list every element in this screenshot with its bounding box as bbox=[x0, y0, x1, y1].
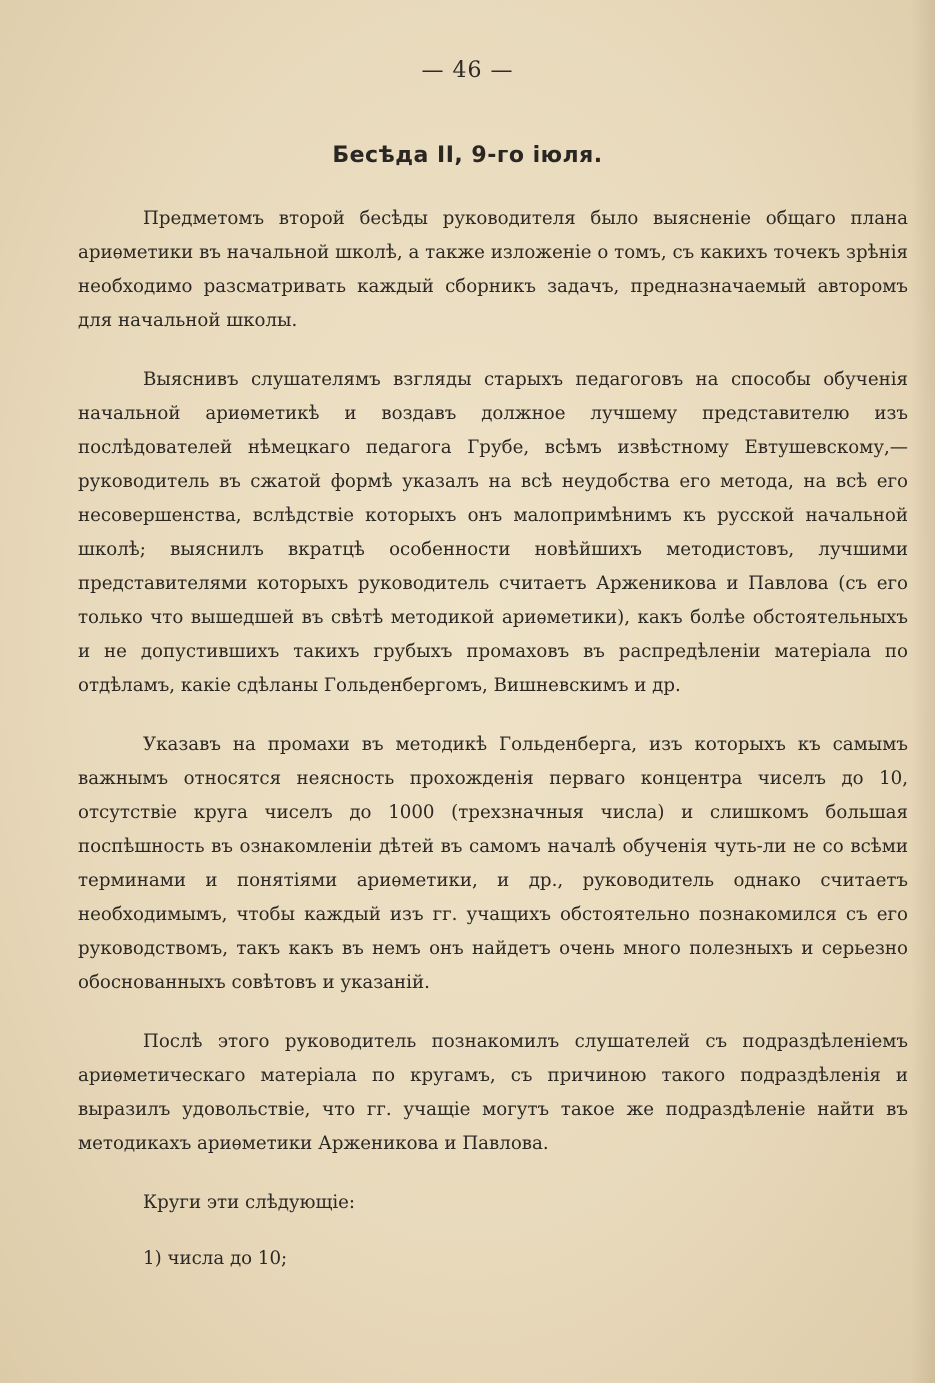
section-heading: Бесѣда II, 9-го іюля. bbox=[332, 143, 603, 168]
list-intro: Круги эти слѣдующіе: bbox=[143, 1192, 356, 1213]
page-number: — 46 — bbox=[421, 58, 514, 83]
body-text bbox=[78, 202, 908, 1298]
paragraph-1: Предметомъ второй бесѣды руководителя было выясненіе общаго плана ариѳметики въ начальной школѣ, а также изложеніе о томъ, съ какихъ точекъ зрѣнія необходимо разсматривать каждый сборникъ задачъ, предназначаемый авторомъ для начальной школы. bbox=[78, 208, 908, 331]
page-edge-shadow bbox=[911, 0, 935, 1383]
paragraph-4: Послѣ этого руководитель познакомилъ слушателей съ подраздѣленіемъ ариѳметическаго матеріала по кругамъ, съ причиною такого подраздѣленія и выразилъ удовольствіе, что гг. учащіе могутъ такое же подраздѣленіе найти въ методикахъ ариѳметики Арженикова и Павлова. bbox=[78, 1031, 908, 1154]
paragraph-3: Указавъ на промахи въ методикѣ Гольденберга, изъ которыхъ къ самымъ важнымъ относятся неясность прохожденія перваго концентра чиселъ до 10, отсутствіе круга чиселъ до 1000 (трехзначныя числа) и слишкомъ большая поспѣшность въ ознакомленіи дѣтей въ самомъ началѣ обученія чуть-ли не со всѣми терминами и понятіями ариѳметики, и др., руководитель однако считаетъ необходимымъ, чтобы каждый изъ гг. учащихъ обстоятельно познакомился съ его руководствомъ, такъ какъ въ немъ онъ найдетъ очень много полезныхъ и серьезно обоснованныхъ совѣтовъ и указаній. bbox=[78, 734, 908, 993]
list-item: 1) числа до 10; bbox=[143, 1248, 288, 1269]
paragraph-2: Выяснивъ слушателямъ взгляды старыхъ педагоговъ на способы обученія начальной ариѳметикѣ и воздавъ должное лучшему представителю изъ послѣдователей нѣмецкаго педагога Грубе, всѣмъ извѣстному Евтушевскому,—руководитель въ сжатой формѣ указалъ на всѣ неудобства его метода, на всѣ его несовершенства, вслѣдствіе которыхъ онъ малопримѣнимъ къ русской начальной школѣ; выяснилъ вкратцѣ особенности новѣйшихъ методистовъ, лучшими представителями которыхъ руководитель считаетъ Арженикова и Павлова (съ его только что вышедшей въ свѣтѣ методикой ариѳметики), какъ болѣе обстоятельныхъ и не допустившихъ такихъ грубыхъ промаховъ въ распредѣленіи матеріала по отдѣламъ, какіе сдѣланы Гольденбергомъ, Вишневскимъ и др. bbox=[78, 369, 908, 696]
